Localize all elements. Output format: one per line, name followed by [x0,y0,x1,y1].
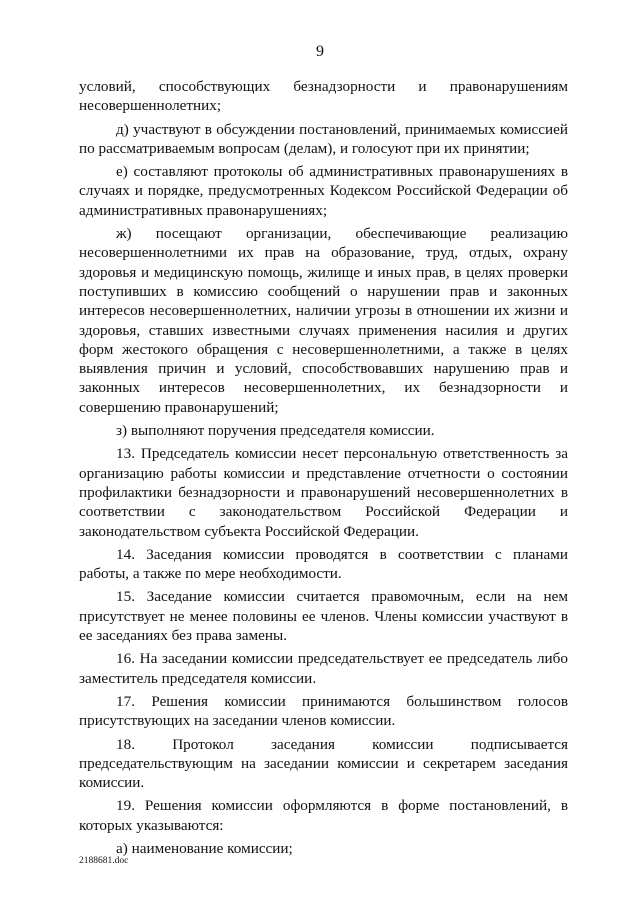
paragraph-item-z: з) выполняют поручения председателя комиссии. [116,422,435,440]
paragraph-17: 17. Решения комиссии принимаются большинством голосов присутствующих на заседании членов комиссии. [79,692,568,730]
paragraph-16: 16. На заседании комиссии председательствует ее председатель либо заместитель председателя комиссии. [79,650,568,687]
paragraph-item-d: д) участвуют в обсуждении постановлений, принимаемых комиссией по рассматриваемым вопросам (делам), и голосуют при их принятии; [79,120,568,157]
document-body [79,77,568,858]
paragraph-14: 14. Заседания комиссии проводятся в соответствии с планами работы, а также по мере необходимости. [79,545,568,583]
paragraph-18: 18. Протокол заседания комиссии подписывается председательствующим на заседании комиссии и секретарем заседания комиссии. [79,735,568,792]
document-code: 2188681.doc [79,856,129,866]
paragraph-item-zh: ж) посещают организации, обеспечивающие реализацию несовершеннолетними их прав на образование, труд, отдых, охрану здоровья и медицинскую помощь, жилище и иных прав, в целях проверки поступивших в комиссию сообщений о нарушении прав и законных интересов несовершеннолетних, наличии угрозы в отношении их жизни и здоровья, ставших известными случаях применения насилия и других форм жестокого обращения с несовершеннолетними, а также в целях выявления причин и условий, способствовавших нарушению прав и законных интересов несовершеннолетних, их безнадзорности и совершению правонарушений; [79,225,568,416]
paragraph-item-e: е) составляют протоколы об административных правонарушениях в случаях и порядке, предусмотренных Кодексом Российской Федерации об административных правонарушениях; [79,163,568,219]
paragraph-19: 19. Решения комиссии оформляются в форме постановлений, в которых указываются: [79,797,568,834]
paragraph-13: 13. Председатель комиссии несет персональную ответственность за организацию работы комиссии и представление отчетности о состоянии профилактики безнадзорности и правонарушений несовершеннолетних в соответствии с законодательством Российской Федерации и законодательством субъекта Российской Федерации. [79,445,568,540]
paragraph-15: 15. Заседание комиссии считается правомочным, если на нем присутствует не менее половины ее членов. Члены комиссии участвуют в ее заседаниях без права замены. [79,588,568,645]
page-number: 9 [316,43,324,60]
paragraph-continuation: условий, способствующих безнадзорности и правонарушениям несовершеннолетних; [79,78,568,115]
paragraph-item-a: а) наименование комиссии; [116,839,293,857]
